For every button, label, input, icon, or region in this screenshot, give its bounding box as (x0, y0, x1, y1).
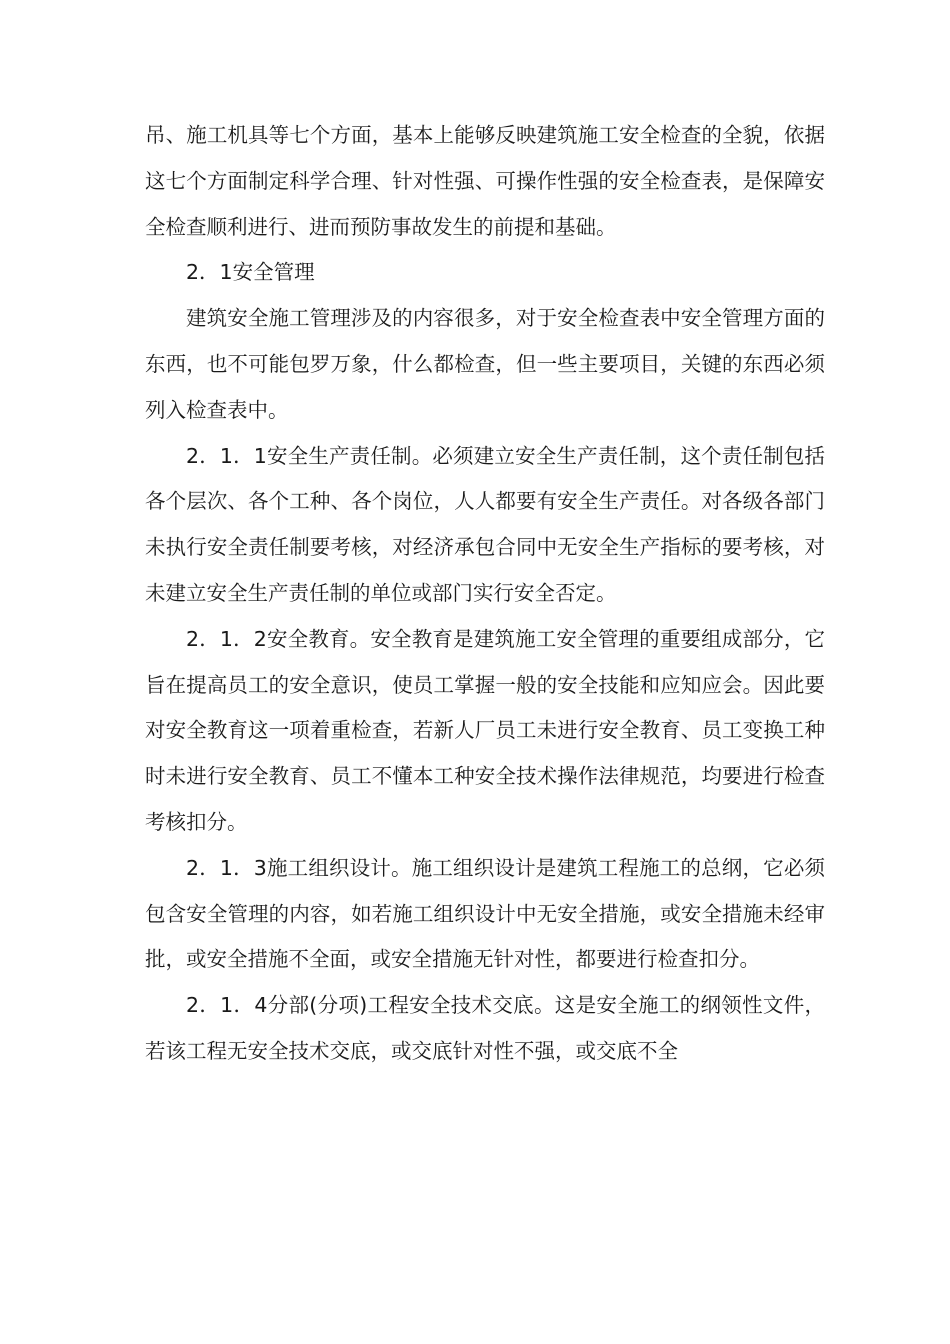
paragraph-continuation: 吊、施工机具等七个方面，基本上能够反映建筑施工安全检查的全貌，依据这七个方面制定科学合理、针对性强、可操作性强的安全检查表，是保障安全检查顺利进行、进而预防事故发生的前提和基础。 (145, 123, 825, 239)
document-body (145, 113, 825, 1075)
paragraph-2-1-4: 2．1．4分部(分项)工程安全技术交底。这是安全施工的纲领性文件，若该工程无安全技术交底，或交底针对性不强，或交底不全 (145, 993, 825, 1063)
paragraph-2-1-1: 2．1．1安全生产责任制。必须建立安全生产责任制，这个责任制包括各个层次、各个工种、各个岗位，人人都要有安全生产责任。对各级各部门未执行安全责任制要考核，对经济承包合同中无安全生产指标的要考核，对未建立安全生产责任制的单位或部门实行安全否定。 (145, 443, 825, 605)
section-heading-2-1: 2．1安全管理 (186, 260, 315, 285)
paragraph-intro: 建筑安全施工管理涉及的内容很多，对于安全检查表中安全管理方面的东西，也不可能包罗万象，什么都检查，但一些主要项目，关键的东西必须列入检查表中。 (145, 306, 825, 422)
paragraph-2-1-2: 2．1．2安全教育。安全教育是建筑施工安全管理的重要组成部分，它旨在提高员工的安全意识，使员工掌握一般的安全技能和应知应会。因此要对安全教育这一项着重检查，若新人厂员工未进行安全教育、员工变换工种时未进行安全教育、员工不懂本工种安全技术操作法律规范，均要进行检查考核扣分。 (145, 626, 825, 834)
paragraph-2-1-3: 2．1．3施工组织设计。施工组织设计是建筑工程施工的总纲，它必须包含安全管理的内容，如若施工组织设计中无安全措施，或安全措施未经审批，或安全措施不全面，或安全措施无针对性，都要进行检查扣分。 (145, 855, 825, 972)
